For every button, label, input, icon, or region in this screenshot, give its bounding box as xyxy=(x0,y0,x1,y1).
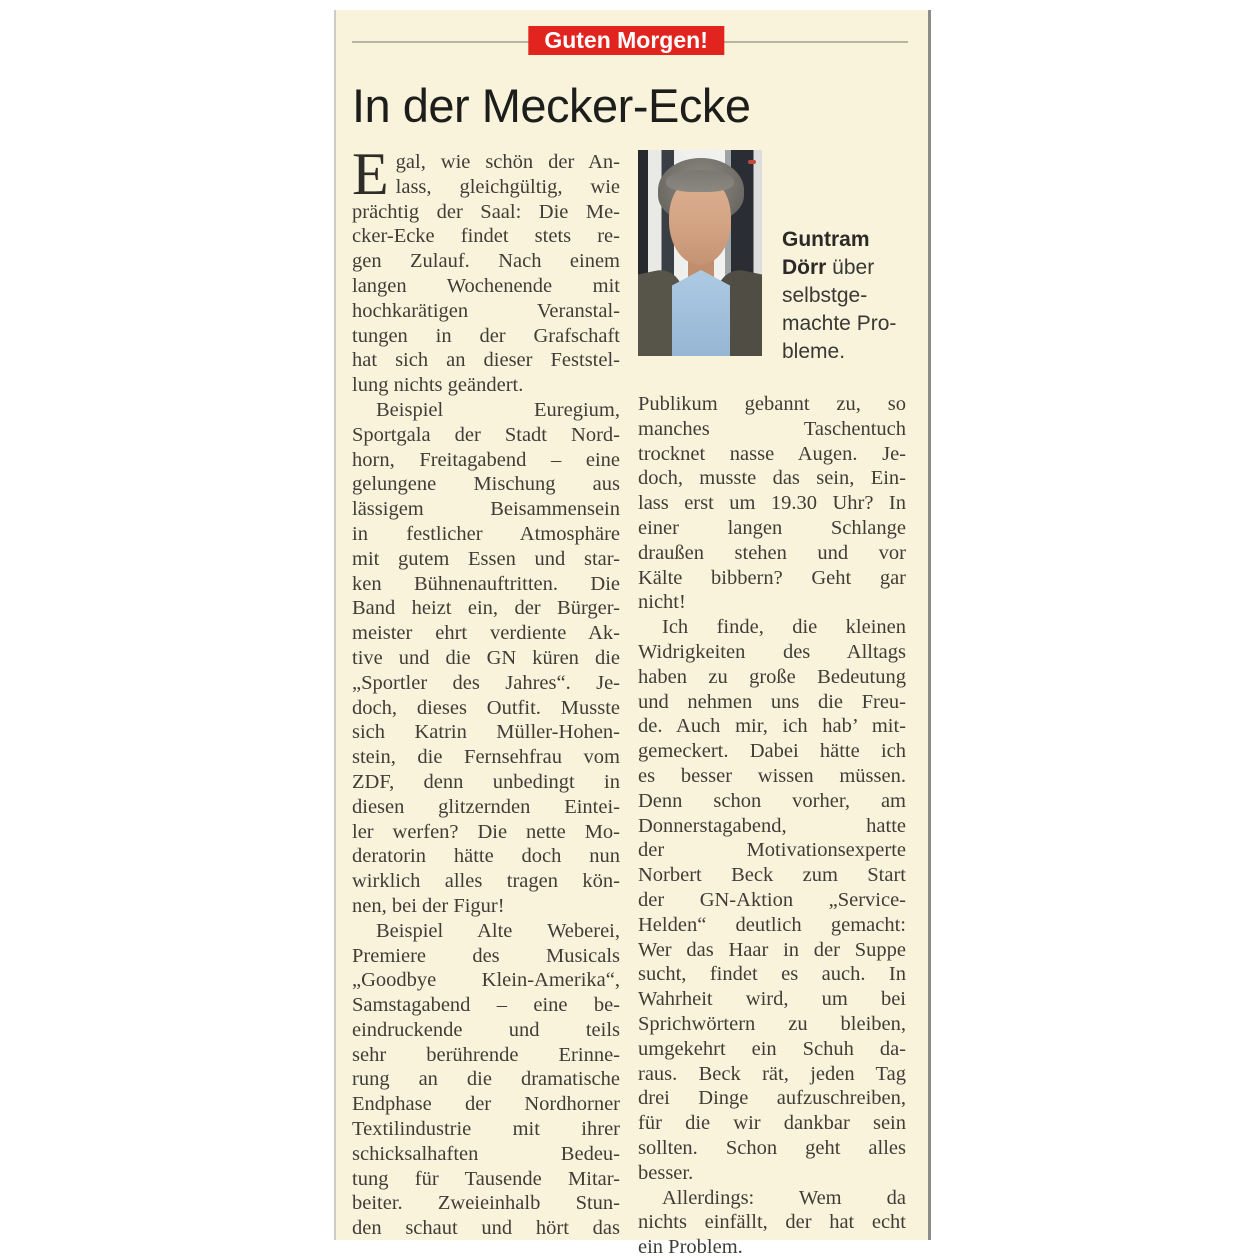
photo-caption xyxy=(782,226,904,366)
text-line: nichts einfällt, der hat echt xyxy=(638,1211,906,1234)
text-line: gelungene Mischung aus xyxy=(352,473,620,496)
text-line: Wer das Haar in der Suppe xyxy=(638,938,906,961)
text-line: der GN-Aktion „Service- xyxy=(638,888,906,911)
caption-text: über selbstgemachte Probleme. xyxy=(782,256,897,363)
text-line: lung nichts geändert. xyxy=(352,374,524,397)
text-line: und nehmen uns die Freu- xyxy=(638,690,906,713)
text-line: doch, dieses Outfit. Musste xyxy=(352,696,620,719)
text-line: umgekehrt ein Schuh da- xyxy=(638,1037,906,1060)
newspaper-article-panel xyxy=(334,10,931,1259)
text-line: Allerdings: Wem da xyxy=(662,1186,906,1209)
text-line: tive und die GN küren die xyxy=(352,646,620,669)
text-line: raus. Beck rät, jeden Tag xyxy=(638,1062,906,1085)
text-line: wirklich alles tragen kön- xyxy=(352,870,620,893)
paragraph xyxy=(638,392,906,615)
text-line: gemeckert. Dabei hätte ich xyxy=(638,740,906,763)
text-line: prächtig der Saal: Die Me- xyxy=(352,200,620,223)
text-line: in festlicher Atmosphäre xyxy=(352,522,620,545)
text-line: Textilindustrie mit ihrer xyxy=(352,1118,620,1141)
text-line: „Goodbye Klein-Amerika“, xyxy=(352,969,620,992)
text-line: gal, wie schön der An- xyxy=(395,151,620,173)
text-line: für die wir dankbar sein xyxy=(638,1112,906,1135)
column-2 xyxy=(638,150,906,1260)
text-line: tungen in der Grafschaft xyxy=(352,324,620,347)
text-line: Sprichwörtern zu bleiben, xyxy=(638,1012,906,1035)
headline: In der Mecker-Ecke xyxy=(352,79,751,132)
text-line: Norbert Beck zum Start xyxy=(638,864,906,887)
text-line: besser. xyxy=(638,1161,694,1184)
text-line: de. Auch mir, ich hab’ mit- xyxy=(638,715,906,738)
text-line: Widrigkeiten des Alltags xyxy=(638,640,906,663)
text-line: Endphase der Nordhorner xyxy=(352,1093,620,1116)
hairline xyxy=(666,170,734,192)
media-row xyxy=(638,150,906,366)
text-line: haben zu große Bedeutung xyxy=(638,665,906,688)
text-line: diesen glitzernden Eintei- xyxy=(352,795,620,818)
text-line: trocknet nasse Augen. Je- xyxy=(638,442,906,465)
caption-author-name: Guntram Dörr xyxy=(782,228,870,279)
text-line: nicht! xyxy=(638,591,686,614)
text-line: Premiere des Musicals xyxy=(352,944,620,967)
text-line: manches Taschentuch xyxy=(638,417,906,440)
text-line: Wahrheit wird, um bei xyxy=(638,988,906,1011)
paragraph xyxy=(638,1186,906,1260)
photo-background-detail xyxy=(748,160,756,164)
text-line: sollten. Schon geht alles xyxy=(638,1136,906,1159)
text-line: der Motivationsexperte xyxy=(638,839,906,862)
text-line: stein, die Fernsehfrau vom xyxy=(352,746,620,769)
column-1 xyxy=(352,141,620,1260)
text-line: einer langen Schlange xyxy=(638,516,906,539)
text-line: doch, musste das sein, Ein- xyxy=(638,467,906,490)
text-line: beiter. Zweieinhalb Stun- xyxy=(352,1192,620,1215)
text-line: Helden“ deutlich gemacht: xyxy=(638,913,906,936)
text-line: rung an die dramatische xyxy=(352,1068,620,1091)
paragraph xyxy=(638,615,906,1185)
drop-cap: E xyxy=(352,141,389,207)
text-line: langen Wochenende mit xyxy=(352,274,620,297)
text-line: Ich finde, die kleinen xyxy=(662,616,906,639)
text-line: sehr berührende Erinne- xyxy=(352,1043,620,1066)
text-line: mit gutem Essen und star- xyxy=(352,547,620,570)
kicker-row xyxy=(352,26,908,58)
paragraph xyxy=(352,141,620,398)
text-line: Beispiel Euregium, xyxy=(376,398,620,421)
author-photo xyxy=(638,150,762,356)
text-line: draußen stehen und vor xyxy=(638,541,906,564)
text-line: sich Katrin Müller-Hohen- xyxy=(352,721,620,744)
text-line: eindruckende und teils xyxy=(352,1018,620,1041)
text-line: deratorin hätte doch nun xyxy=(352,845,620,868)
text-line: horn, Freitagabend – eine xyxy=(352,448,620,471)
text-line: Donnerstagabend, hatte xyxy=(638,814,906,837)
kicker-badge: Guten Morgen! xyxy=(528,26,724,55)
text-line: cker-Ecke findet stets re- xyxy=(352,225,620,248)
text-line: lässigem Beisammensein xyxy=(352,498,620,521)
text-line: ler werfen? Die nette Mo- xyxy=(352,820,620,843)
text-line: Beispiel Alte Weberei, xyxy=(376,919,620,942)
article-columns xyxy=(352,141,908,1260)
text-line: gen Zulauf. Nach einem xyxy=(352,250,620,273)
text-line: Band heizt ein, der Bürger- xyxy=(352,597,620,620)
text-line: Kälte bibbern? Geht gar xyxy=(638,566,906,589)
paragraph xyxy=(352,919,620,1241)
text-line: Publikum gebannt zu, so xyxy=(638,393,906,415)
text-line: ZDF, denn unbedingt in xyxy=(352,770,620,793)
text-line: ein Problem. xyxy=(638,1236,743,1259)
shirt xyxy=(672,270,730,356)
text-line: hochkarätigen Veranstal- xyxy=(352,299,620,322)
text-line: es besser wissen müssen. xyxy=(638,764,906,787)
text-line: „Sportler des Jahres“. Je- xyxy=(352,671,620,694)
text-line: Denn schon vorher, am xyxy=(638,789,906,812)
text-line: Sportgala der Stadt Nord- xyxy=(352,423,620,446)
article-content xyxy=(336,10,928,1260)
text-line: Samstagabend – eine be- xyxy=(352,994,620,1017)
text-line: lass, gleichgültig, wie xyxy=(395,175,620,198)
text-line: sucht, findet es auch. In xyxy=(638,963,906,986)
text-line: den schaut und hört das xyxy=(352,1217,620,1240)
text-line: drei Dinge aufzuschreiben, xyxy=(638,1087,906,1110)
text-line: meister ehrt verdiente Ak- xyxy=(352,622,620,645)
text-line: nen, bei der Figur! xyxy=(352,894,505,917)
text-line: lass erst um 19.30 Uhr? In xyxy=(638,492,906,515)
text-line: hat sich an dieser Feststel- xyxy=(352,349,620,372)
text-line: ken Bühnenauftritten. Die xyxy=(352,572,620,595)
paragraph xyxy=(352,398,620,919)
text-line: schicksalhaften Bedeu- xyxy=(352,1142,620,1165)
text-line: tung für Tausende Mitar- xyxy=(352,1167,620,1190)
